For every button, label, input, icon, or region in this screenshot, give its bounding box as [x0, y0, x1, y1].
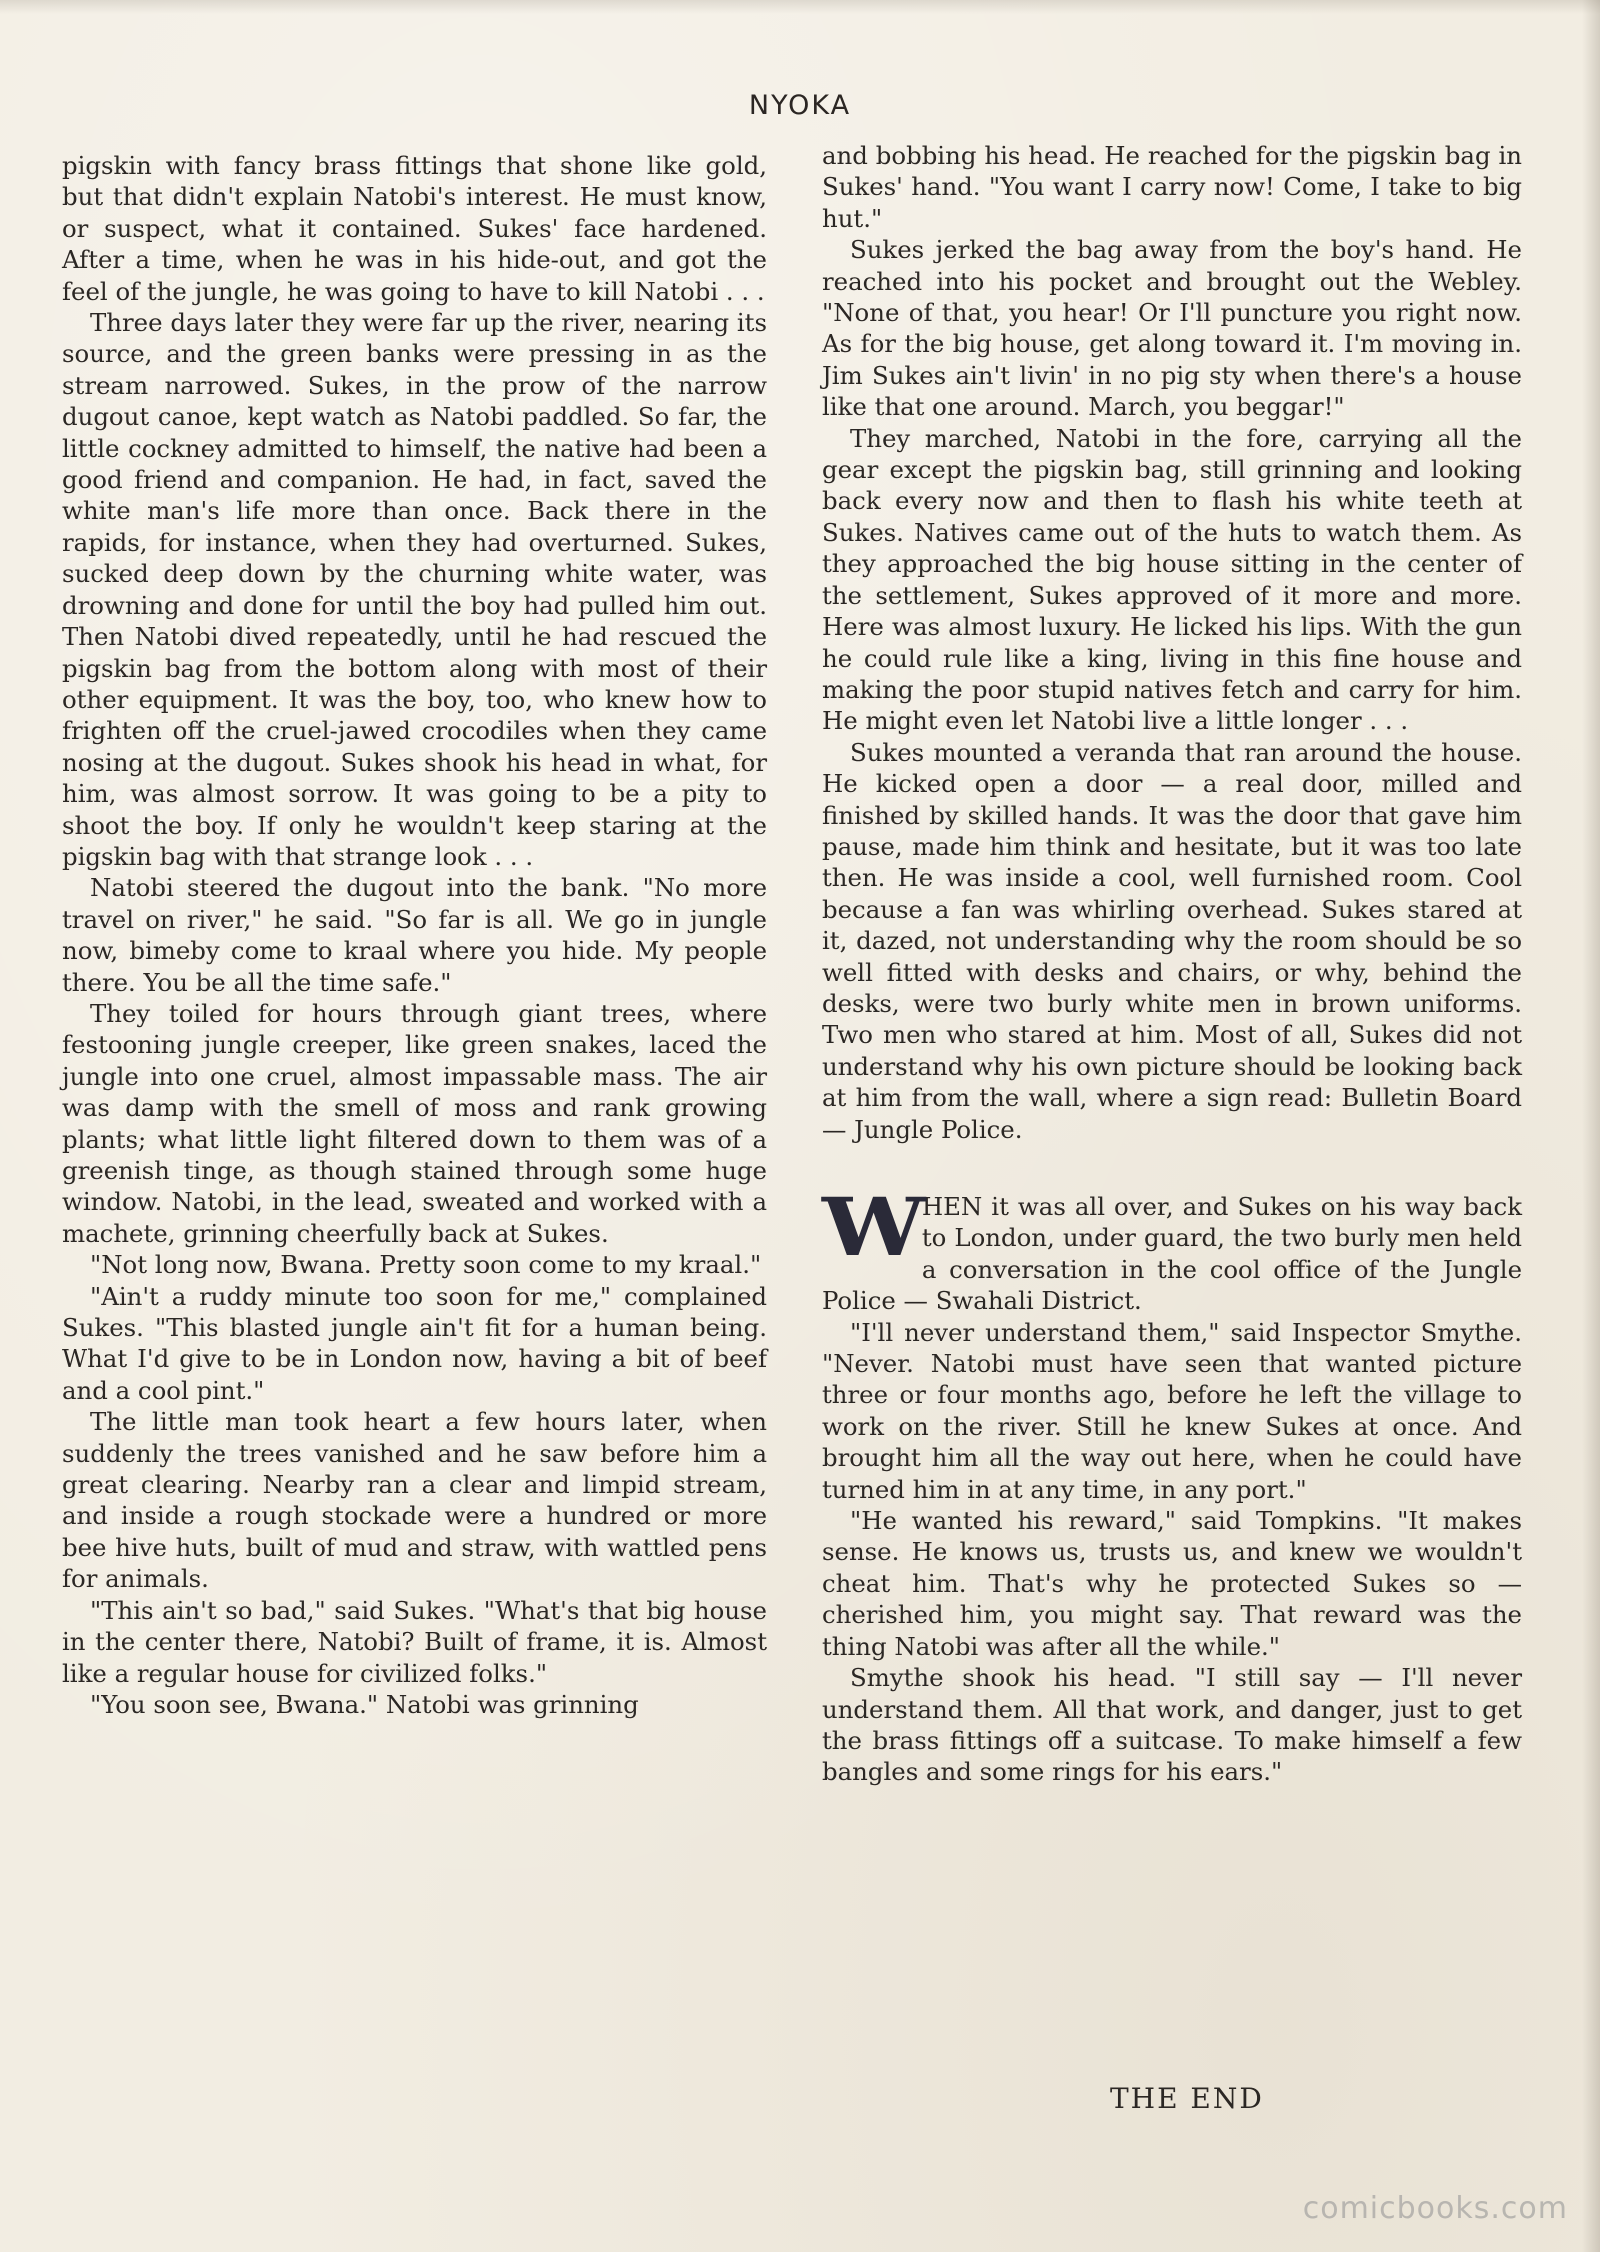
the-end-label: THE END — [1110, 2082, 1264, 2115]
left-paragraph-6: "Ain't a ruddy minute too soon for me," complained Sukes. "This blasted jungle ain't fit for a human being. What I'd give to be in London now, having a bit of beef and a cool pint." — [62, 1281, 767, 1405]
page-header-title: NYOKA — [748, 90, 852, 121]
dropcap-paragraph-text: HEN it was all over, and Sukes on his way back to London, under guard, the two burly men held a conversation in the cool office of the Jungle Police — Swahali District. — [822, 1192, 1522, 1316]
right-paragraph-4: Sukes mounted a veranda that ran around the house. He kicked open a door — a real door, milled and finished by skilled hands. It was the door that gave him pause, made him think and hesitate, but it was too late then. He was inside a cool, well furnished room. Cool because a fan was whirling overhead. Sukes stared at it, dazed, not understanding why the room should be so well fitted with desks and chairs, or why, behind the desks, were two burly white men in brown uniforms. Two men who stared at him. Most of all, Sukes did not understand why his own picture should be looking back at him from the wall, where a sign read: Bulletin Board — Jungle Police. — [822, 737, 1522, 1144]
site-watermark: comicbooks.com — [1302, 2191, 1568, 2226]
right-paragraph-2: Sukes jerked the bag away from the boy's hand. He reached into his pocket and brought out the Webley. "None of that, you hear! Or I'll puncture you right now. As for the big house, get along toward it. I'm moving in. Jim Sukes ain't livin' in no pig sty when there's a house like that one around. March, you beggar!" — [822, 235, 1522, 422]
right-paragraph-3: They marched, Natobi in the fore, carrying all the gear except the pigskin bag, still grinning and looking back every now and then to flash his white teeth at Sukes. Natives came out of the huts to watch them. As they approached the big house sitting in the center of the settlement, Sukes approved of it more and more. Here was almost luxury. He licked his lips. With the gun he could rule like a king, living in this fine house and making the poor stupid natives fetch and carry for him. He might even let Natobi live a little longer . . . — [822, 423, 1522, 736]
left-paragraph-8: "This ain't so bad," said Sukes. "What's that big house in the center there, Natobi? Built of frame, it is. Almost like a regular house for civilized folks." — [62, 1595, 767, 1688]
dropcap-letter: W — [822, 1180, 926, 1274]
dropcap-paragraph — [822, 1180, 1522, 1317]
right-paragraph-7: Smythe shook his head. "I still say — I'll never understand them. All that work, and danger, just to get the brass fittings off a suitcase. To make himself a few bangles and some rings for his ears." — [822, 1663, 1522, 1787]
left-paragraph-2: Three days later they were far up the river, nearing its source, and the green banks were pressing in as the stream narrowed. Sukes, in the prow of the narrow dugout canoe, kept watch as Natobi paddled. So far, the little cockney admitted to himself, the native had been a good friend and companion. He had, in fact, saved the white man's life more than once. Back there in the rapids, for instance, when they had overturned. Sukes, sucked deep down by the churning white water, was drowning and done for until the boy had pulled him out. Then Natobi dived repeatedly, until he had rescued the pigskin bag from the bottom along with most of their other equipment. It was the boy, too, who knew how to frighten off the cruel-jawed crocodiles when they came nosing at the dugout. Sukes shook his head in what, for him, was almost sorrow. It was going to be a pity to shoot the boy. If only he wouldn't keep staring at the pigskin bag with that strange look . . . — [62, 308, 767, 871]
left-text-column — [62, 150, 767, 1720]
left-paragraph-4: They toiled for hours through giant trees, where festooning jungle creeper, like green snakes, laced the jungle into one cruel, almost impassable mass. The air was damp with the smell of moss and rank growing plants; what little light filtered down to them was of a greenish tinge, as though stained through some huge window. Natobi, in the lead, sweated and worked with a machete, grinning cheerfully back at Sukes. — [62, 998, 767, 1248]
page-top-shadow — [0, 0, 1600, 14]
left-paragraph-1: pigskin with fancy brass fittings that shone like gold, but that didn't explain Natobi's interest. He must know, or suspect, what it contained. Sukes' face hardened. After a time, when he was in his hide-out, and got the feel of the jungle, he was going to have to kill Natobi . . . — [62, 151, 767, 306]
right-paragraph-6: "He wanted his reward," said Tompkins. "It makes sense. He knows us, trusts us, and knew we wouldn't cheat him. That's why he protected Sukes so — cherished him, you might say. That reward was the thing Natobi was after all the while." — [822, 1506, 1522, 1661]
left-paragraph-5: "Not long now, Bwana. Pretty soon come to my kraal." — [90, 1250, 762, 1280]
page-right-shadow — [1582, 0, 1600, 2252]
right-paragraph-5: "I'll never understand them," said Inspector Smythe. "Never. Natobi must have seen that wanted picture three or four months ago, before he left the village to work on the river. Still he knew Sukes at once. And brought him all the way out here, when he could have turned him in at any time, in any port." — [822, 1317, 1522, 1504]
right-paragraph-1: and bobbing his head. He reached for the pigskin bag in Sukes' hand. "You want I carry now! Come, I take to big hut." — [822, 141, 1522, 233]
right-text-column — [822, 140, 1522, 1788]
left-paragraph-3: Natobi steered the dugout into the bank. "No more travel on river," he said. "So far is all. We go in jungle now, bimeby come to kraal where you hide. My people there. You be all the time safe." — [62, 873, 767, 997]
left-paragraph-9: "You soon see, Bwana." Natobi was grinning — [90, 1689, 639, 1719]
left-paragraph-7: The little man took heart a few hours later, when suddenly the trees vanished and he saw before him a great clearing. Nearby ran a clear and limpid stream, and inside a rough stockade were a hundred or more bee hive huts, built of mud and straw, with wattled pens for animals. — [62, 1407, 767, 1594]
